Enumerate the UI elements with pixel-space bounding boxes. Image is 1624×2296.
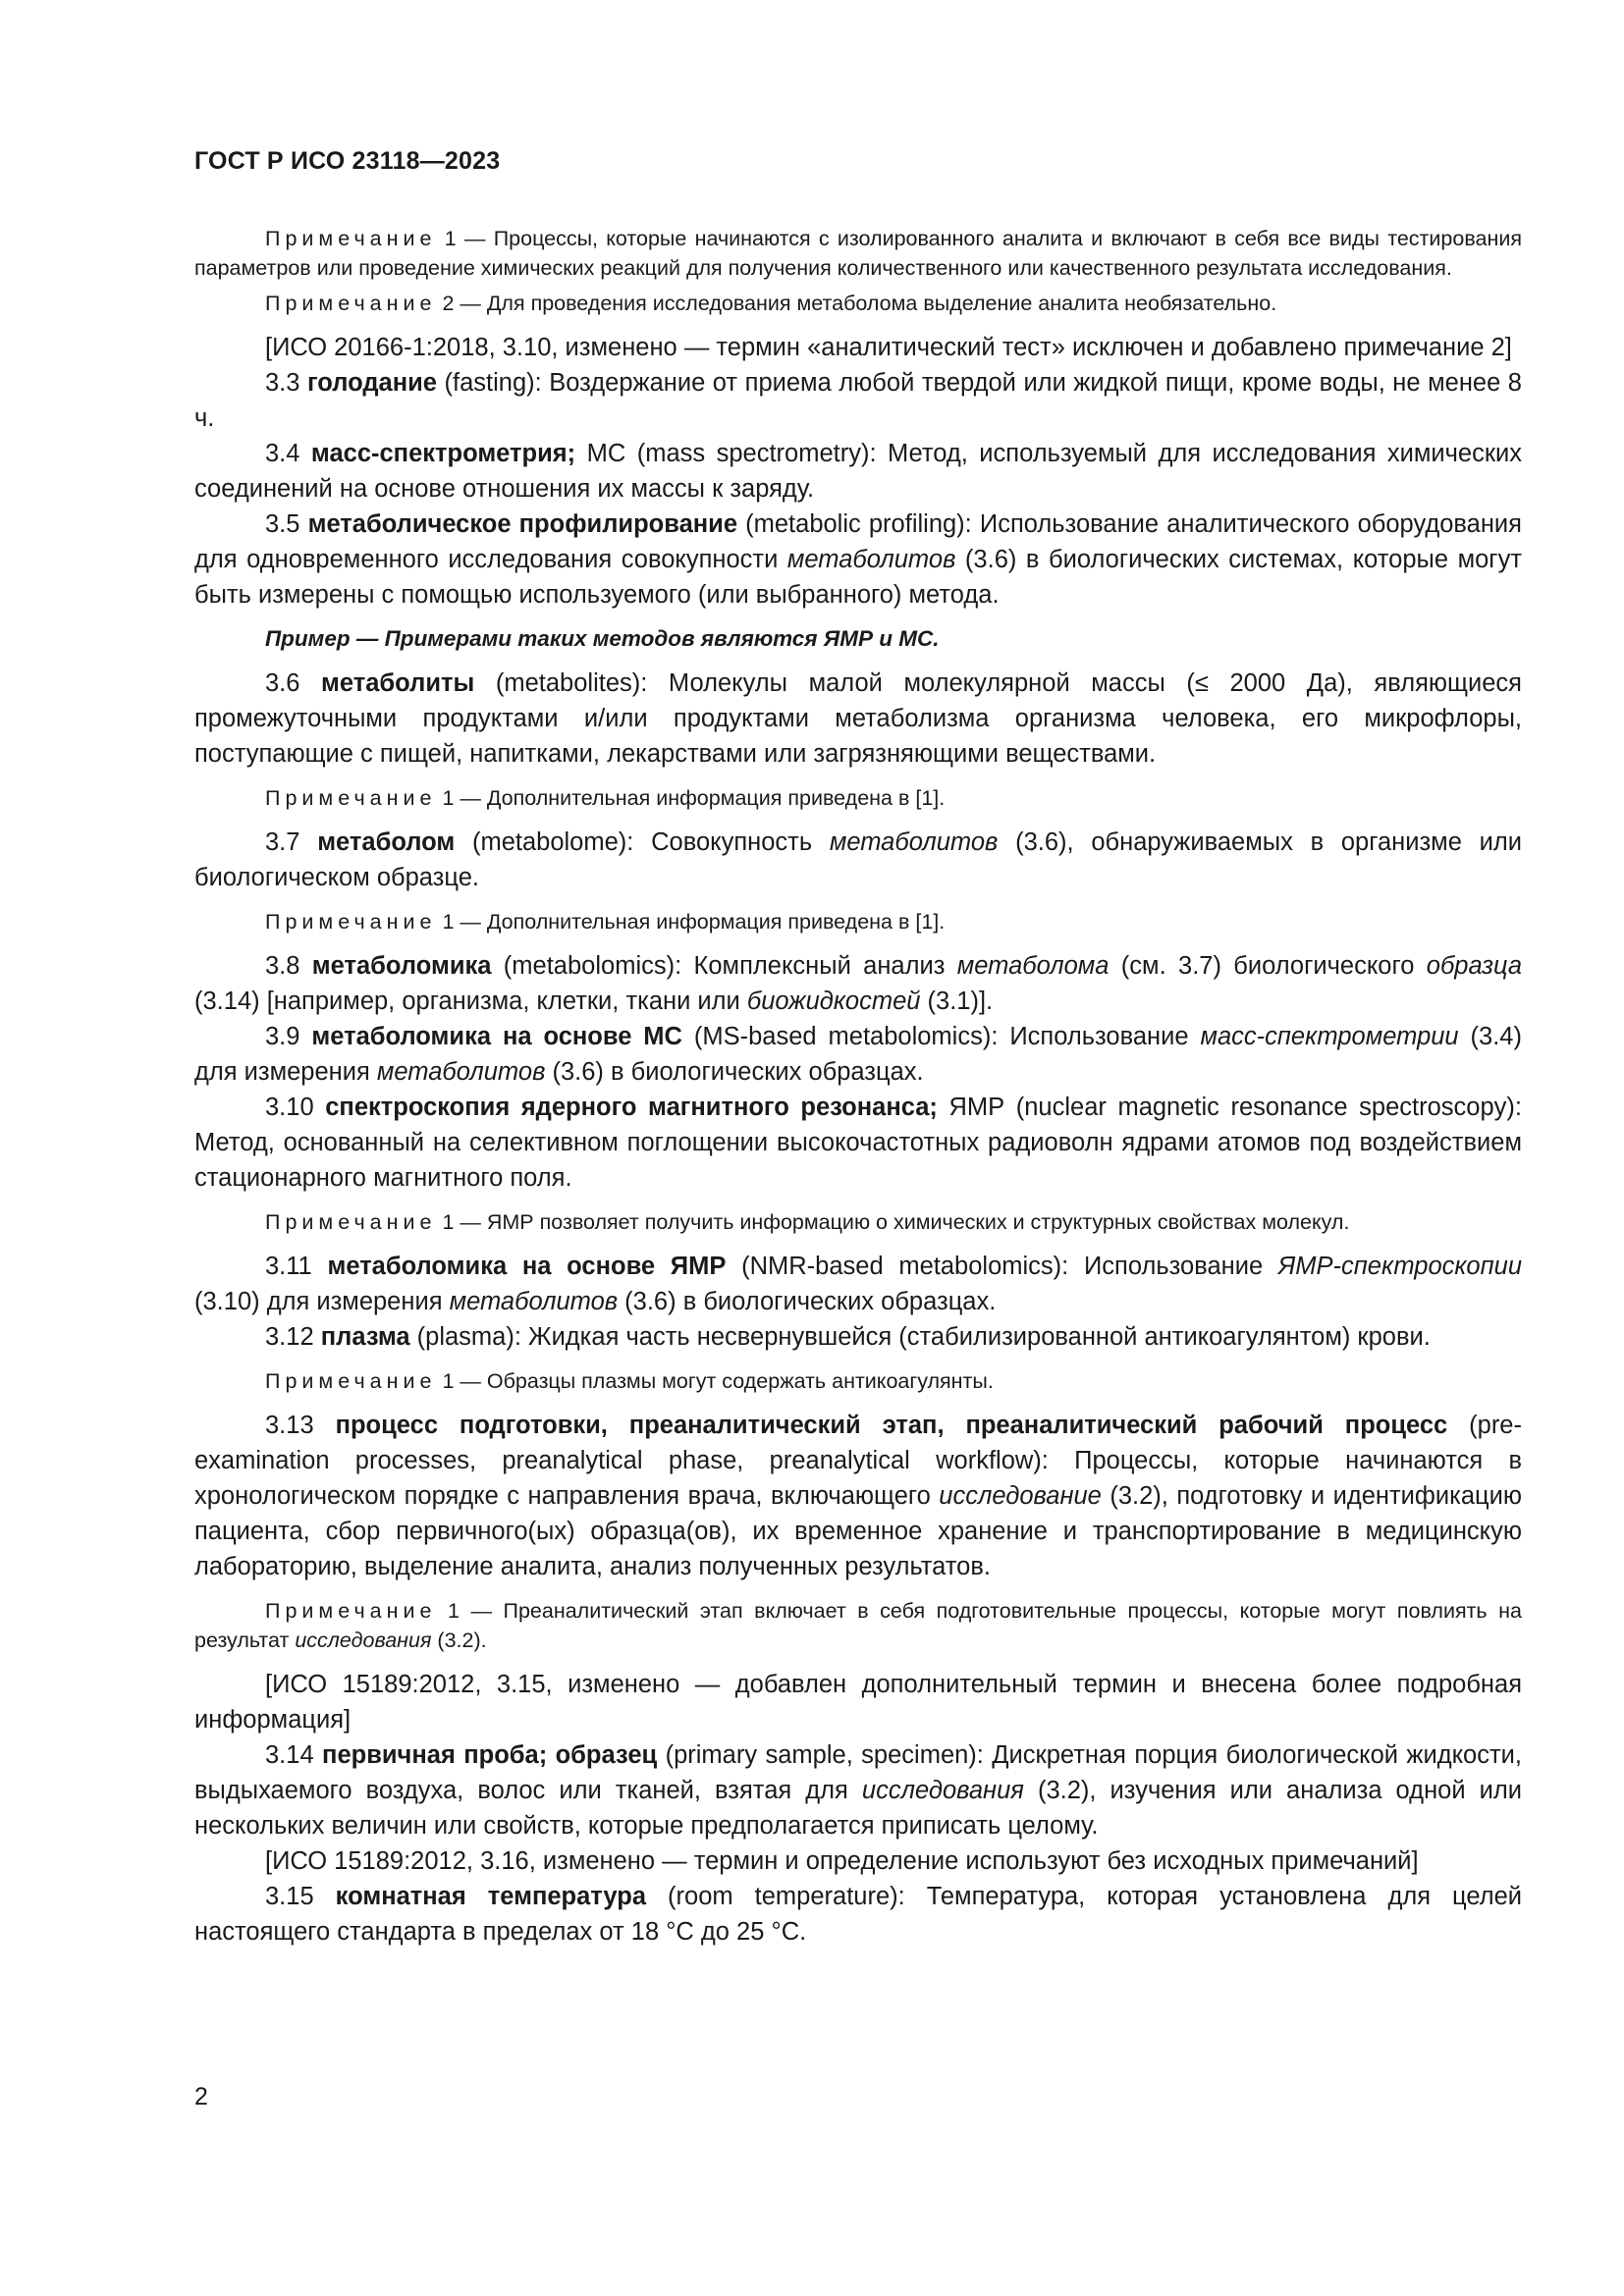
term: плазма [320, 1323, 410, 1351]
document-body [194, 224, 1522, 1949]
term: комнатная температура [335, 1883, 647, 1910]
definition-3-14: 3.14 первичная проба; образец (primary sample, specimen): Дискретная порция биологической жидкости, выдыхаемого воздуха, волос или тканей, взятая для исследования (3.2), изучения или анализа одной или нескольких величин или свойств, которые предполагается приписать целому. [194, 1741, 1523, 1840]
note: Примечание 2 — Для проведения исследования метаболома выделение аналита необязательно. [265, 292, 1277, 315]
reference-paragraph: [ИСО 15189:2012, 3.16, изменено — термин и определение используют без исходных примечаний] [265, 1847, 1419, 1875]
term: метаболомика на основе МС [311, 1023, 682, 1050]
definition-3-11: 3.11 метаболомика на основе ЯМР (NMR-based metabolomics): Использование ЯМР-спектроскопии (3.10) для измерения метаболитов (3.6) в биологических образцах. [194, 1253, 1523, 1315]
definition-3-10: 3.10 спектроскопия ядерного магнитного резонанса; ЯМР (nuclear magnetic resonance spectroscopy): Метод, основанный на селективном поглощении высокочастотных радиоволн ядрами атомов под воздействием стационарного магнитного поля. [194, 1094, 1522, 1192]
definition-3-15: 3.15 комнатная температура (room temperature): Температура, которая установлена для целей настоящего стандарта в пределах от 18 °С до 25 °С. [194, 1883, 1523, 1946]
term: масс-спектрометрия; [310, 440, 576, 467]
definition-3-12: 3.12 плазма (plasma): Жидкая часть несвернувшейся (стабилизированной антикоагулянтом) крови. [265, 1323, 1431, 1351]
reference-paragraph: [ИСО 15189:2012, 3.15, изменено — добавлен дополнительный термин и внесена более подробная информация] [194, 1671, 1522, 1734]
note-label: Примечание [265, 786, 437, 810]
definition-3-6: 3.6 метаболиты (metabolites): Молекулы малой молекулярной массы (≤ 2000 Да), являющиеся промежуточными продуктами и/или продуктами метаболизма организма человека, его микрофлоры, поступающие с пищей, напитками, лекарствами или загрязняющими веществами. [194, 669, 1522, 768]
note: Примечание 1 — Преаналитический этап включает в себя подготовительные процессы, которые могут повлиять на результат исследования (3.2). [194, 1599, 1522, 1652]
definition-3-3: 3.3 голодание (fasting): Воздержание от приема любой твердой или жидкой пищи, кроме воды, не менее 8 ч. [194, 369, 1522, 432]
note: Примечание 1 — Процессы, которые начинаются с изолированного аналита и включают в себя все виды тестирования параметров или проведение химических реакций для получения количественного или качественного результата исследования. [194, 227, 1522, 280]
note-label: Примечание [265, 910, 437, 934]
example: Пример — Примерами таких методов являются ЯМР и МС. [265, 626, 940, 651]
term: метаболомика на основе ЯМР [327, 1253, 727, 1280]
term: метаболическое профилирование [307, 510, 738, 538]
note-label: Примечание [265, 227, 437, 250]
definition-3-4: 3.4 масс-спектрометрия; МС (mass spectrometry): Метод, используемый для исследования химических соединений на основе отношения их массы к заряду. [194, 440, 1522, 503]
document-header: ГОСТ Р ИСО 23118—2023 [194, 147, 501, 175]
term: метаболиты [321, 669, 475, 697]
note: Примечание 1 — Образцы плазмы могут содержать антикоагулянты. [265, 1369, 994, 1393]
definition-3-13: 3.13 процесс подготовки, преаналитический этап, преаналитический рабочий процесс (pre-examination processes, preanalytical phase, preanalytical workflow): Процессы, которые начинаются в хронологическом порядке с направления врача, включающего исследование (3.2), подготовку и идентификацию пациента, сбор первичного(ых) образца(ов), их временное хранение и транспортирование в медицинскую лабораторию, выделение аналита, анализ полученных результатов. [194, 1412, 1522, 1580]
term: первичная проба; образец [322, 1741, 658, 1769]
term: процесс подготовки, преаналитический этап, преаналитический рабочий процесс [335, 1412, 1448, 1439]
note-label: Примечание [265, 1369, 437, 1393]
definition-3-8: 3.8 метаболомика (metabolomics): Комплексный анализ метаболома (см. 3.7) биологического образца (3.14) [например, организма, клетки, ткани или биожидкостей (3.1)]. [194, 952, 1522, 1015]
term: голодание [307, 369, 437, 397]
term: спектроскопия ядерного магнитного резонанса; [325, 1094, 938, 1121]
reference-paragraph: [ИСО 20166-1:2018, 3.10, изменено — термин «аналитический тест» исключен и добавлено примечание 2] [265, 334, 1512, 361]
definition-3-5: 3.5 метаболическое профилирование (metabolic profiling): Использование аналитического оборудования для одновременного исследования совокупности метаболитов (3.6) в биологических системах, которые могут быть измерены с помощью используемого (или выбранного) метода. [194, 510, 1523, 609]
term: метаболом [317, 828, 456, 856]
note: Примечание 1 — Дополнительная информация приведена в [1]. [265, 910, 946, 934]
note-label: Примечание [265, 1210, 437, 1234]
definition-3-9: 3.9 метаболомика на основе МС (MS-based metabolomics): Использование масс-спектрометрии (3.4) для измерения метаболитов (3.6) в биологических образцах. [194, 1023, 1522, 1086]
term: метаболомика [311, 952, 492, 980]
page-number: 2 [194, 2083, 208, 2110]
note: Примечание 1 — ЯМР позволяет получить информацию о химических и структурных свойствах молекул. [265, 1210, 1350, 1234]
note: Примечание 1 — Дополнительная информация приведена в [1]. [265, 786, 946, 810]
note-label: Примечание [265, 1599, 437, 1623]
definition-3-7: 3.7 метаболом (metabolome): Совокупность метаболитов (3.6), обнаруживаемых в организме или биологическом образце. [194, 828, 1522, 891]
note-label: Примечание [265, 292, 437, 315]
